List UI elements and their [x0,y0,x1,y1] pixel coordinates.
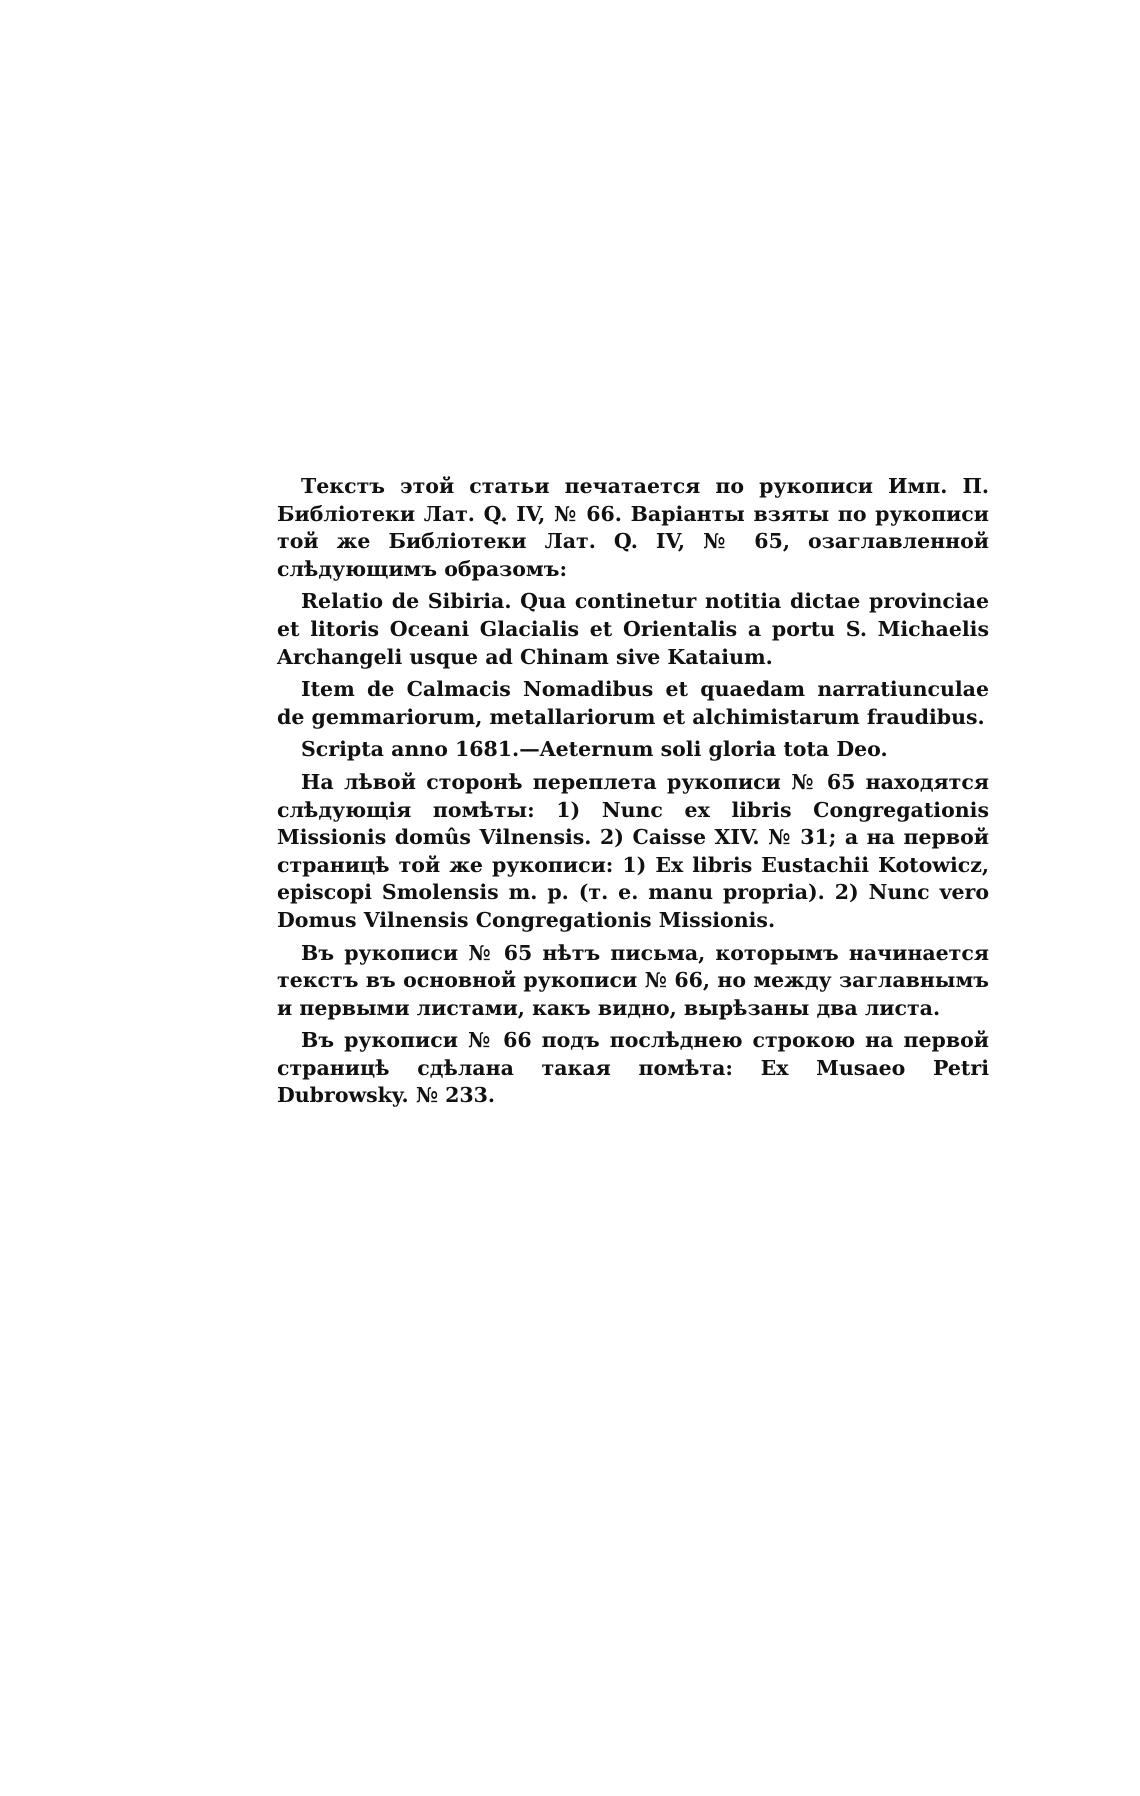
text-block [277,473,989,1115]
paragraph-missing-letter: Въ рукописи № 65 нѣтъ письма, которымъ начинается текстъ въ основной рукописи № 66, но между заглавнымъ и первыми листами, какъ видно, вырѣзаны два листа. [277,940,989,1020]
paragraph-binding-notes: На лѣвой сторонѣ переплета рукописи № 65 находятся слѣдующія помѣты: 1) Nunc ex libris Congregationis Missionis domûs Vilnensis. 2) Caisse XIV. № 31; а на первой страницѣ той же рукописи: 1) Ex libris Eustachii Kotowicz, episcopi Smolensis m. p. (т. е. manu propria). 2) Nunc vero Domus Vilnensis Congregationis Missionis. [277,769,989,932]
paragraph-relatio-title: Relatio de Sibiria. Qua continetur notitia dictae provinciae et litoris Oceani Glacialis et Orientalis a portu S. Michaelis Archangeli usque ad Chinam sive Kataium. [277,589,989,669]
paragraph-museum-note: Въ рукописи № 66 подъ послѣднею строкою на первой страницѣ сдѣлана такая помѣта: Ex Musaeo Petri Dubrowsky. № 233. [277,1028,989,1108]
paragraph-item-calmacis: Item de Calmacis Nomadibus et quaedam narratiunculae de gemmariorum, metallariorum et alchimistarum fraudibus. [277,677,989,729]
paragraph-source-note: Текстъ этой статьи печатается по рукописи Имп. П. Библіотеки Лат. Q. IV, № 66. Варіанты взяты по рукописи той же Библіотеки Лат. Q. IV, № 65, озаглавленной слѣдующимъ образомъ: [277,474,989,581]
paragraph-scripta-anno: Scripta anno 1681.—Aeternum soli gloria tota Deo. [301,737,888,762]
